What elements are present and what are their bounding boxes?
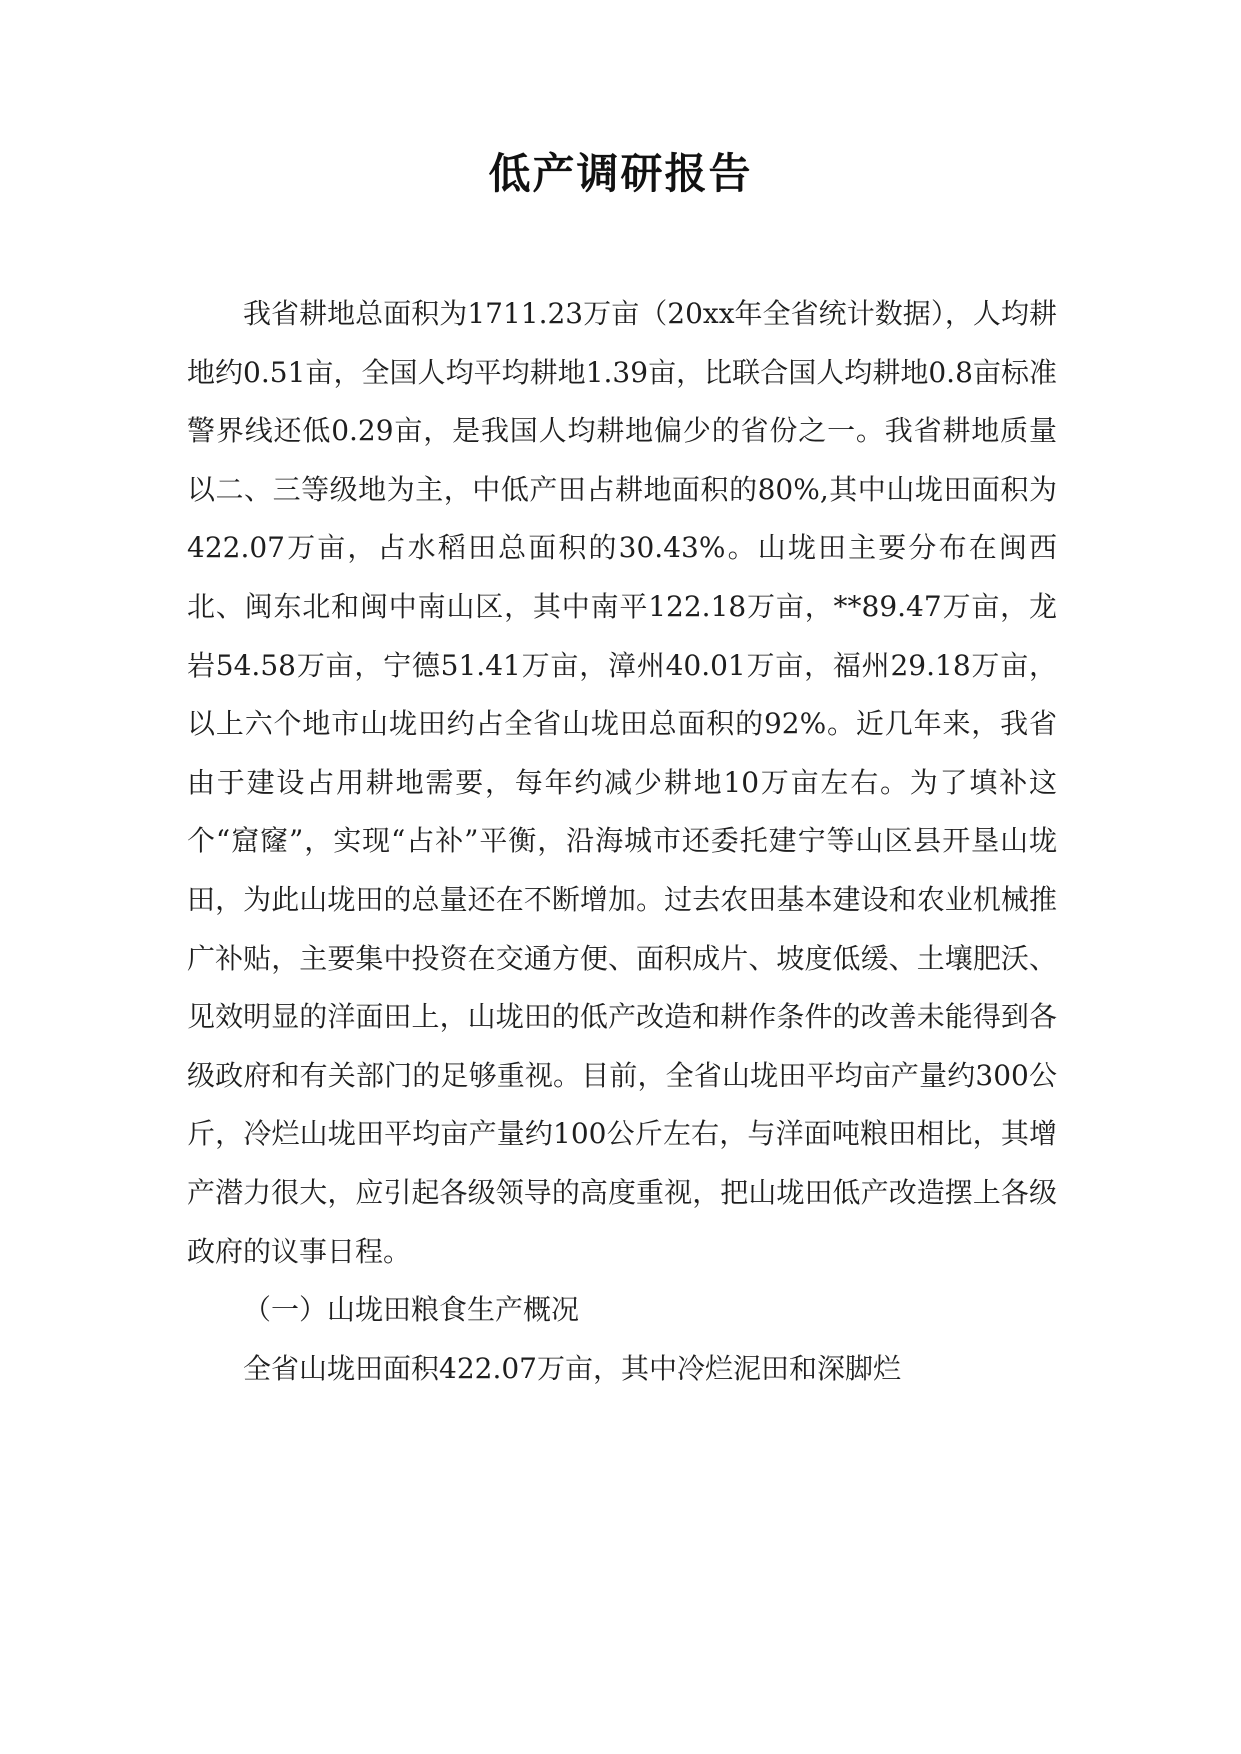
document-body (187, 285, 1057, 1398)
section-paragraph: 全省山垅田面积422.07万亩，其中冷烂泥田和深脚烂 (243, 1351, 901, 1385)
document-title: 低产调研报告 (488, 149, 753, 198)
section-heading: （一）山垅田粮食生产概况 (243, 1293, 580, 1327)
body-paragraph: 我省耕地总面积为1711.23万亩（20xx年全省统计数据），人均耕地约0.51亩，全国人均平均耕地1.39亩，比联合国人均耕地0.8亩标准警界线还低0.29亩，是我国人均耕地偏少的省份之一。我省耕地质量以二、三等级地为主，中低产田占耕地面积的80%,其中山垅田面积为422.07万亩，占水稻田总面积的30.43%。山垅田主要分布在闽西北、闽东北和闽中南山区，其中南平122.18万亩，**89.47万亩，龙岩54.58万亩，宁德51.41万亩，漳州40.01万亩，福州29.18万亩，以上六个地市山垅田约占全省山垅田总面积的92%。近几年来，我省由于建设占用耕地需要，每年约减少耕地10万亩左右。为了填补这个“窟窿”，实现“占补”平衡，沿海城市还委托建宁等山区县开垦山垅田，为此山垅田的总量还在不断增加。过去农田基本建设和农业机械推广补贴，主要集中投资在交通方便、面积成片、坡度低缓、土壤肥沃、见效明显的洋面田上，山垅田的低产改造和耕作条件的改善未能得到各级政府和有关部门的足够重视。目前，全省山垅田平均亩产量约300公斤，冷烂山垅田平均亩产量约100公斤左右，与洋面吨粮田相比，其增产潜力很大，应引起各级领导的高度重视，把山垅田低产改造摆上各级政府的议事日程。 (187, 297, 1057, 1268)
